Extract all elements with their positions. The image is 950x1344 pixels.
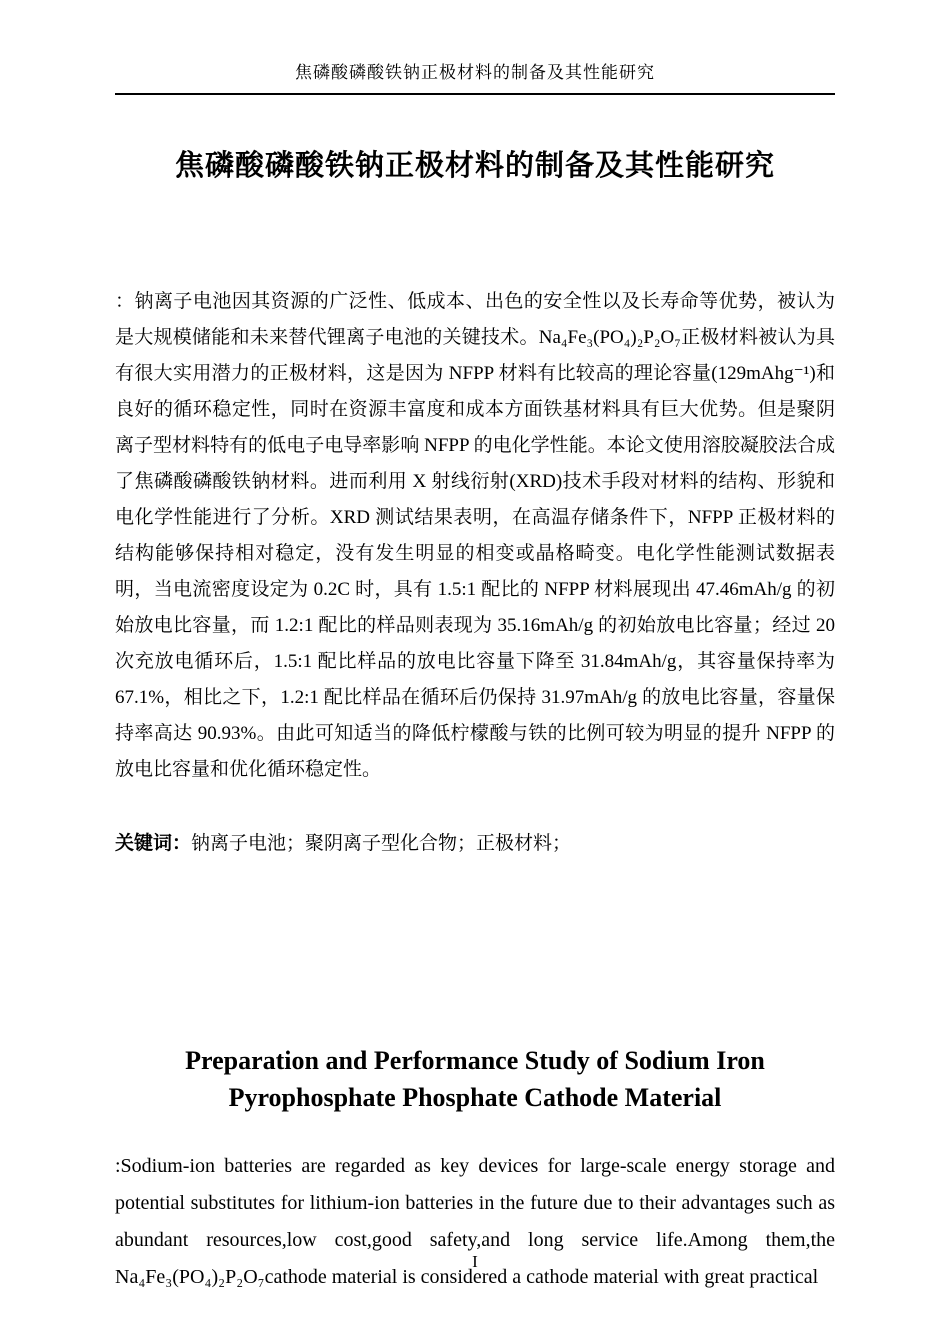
keywords-label: 关键词：	[115, 833, 192, 854]
page-number: I	[472, 1252, 478, 1271]
running-header	[115, 58, 835, 95]
english-title-line1: Preparation and Performance Study of Sodium Iron	[185, 1046, 765, 1075]
english-abstract: :Sodium-ion batteries are regarded as key devices for large-scale energy storage and potential substitutes for lithium-ion batteries in the future due to their advantages such as abundant resources,low cost,good safety,and long service life.Among them,the Na₄Fe₃(PO₄)₂P₂O₇cathode material is considered a cathode material with great practical	[115, 1155, 835, 1288]
keywords-text: 钠离子电池；聚阴离子型化合物；正极材料；	[191, 833, 572, 854]
running-header-text: 焦磷酸磷酸铁钠正极材料的制备及其性能研究	[295, 63, 655, 82]
chinese-abstract: ：钠离子电池因其资源的广泛性、低成本、出色的安全性以及长寿命等优势，被认为是大规模储能和未来替代锂离子电池的关键技术。Na₄Fe₃(PO₄)₂P₂O₇正极材料被认为具有很大实用潜力的正极材料，这是因为 NFPP 材料有比较高的理论容量(129mAhg⁻¹)和良好的循环稳定性，同时在资源丰富度和成本方面铁基材料具有巨大优势。但是聚阴离子型材料特有的低电子电导率影响 NFPP 的电化学性能。本论文使用溶胶凝胶法合成了焦磷酸磷酸铁钠材料。进而利用 X 射线衍射(XRD)技术手段对材料的结构、形貌和电化学性能进行了分析。XRD 测试结果表明，在高温存储条件下，NFPP 正极材料的结构能够保持相对稳定，没有发生明显的相变或晶格畸变。电化学性能测试数据表明，当电流密度设定为 0.2C 时，具有 1.5:1 配比的 NFPP 材料展现出 47.46mAh/g 的初始放电比容量，而 1.2:1 配比的样品则表现为 35.16mAh/g 的初始放电比容量；经过 20 次充放电循环后，1.5:1 配比样品的放电比容量下降至 31.84mAh/g，其容量保持率为 67.1%，相比之下，1.2:1 配比样品在循环后仍保持 31.97mAh/g 的放电比容量，容量保持率高达 90.93%。由此可知适当的降低柠檬酸与铁的比例可较为明显的提升 NFPP 的放电比容量和优化循环稳定性。	[115, 291, 835, 780]
english-title	[115, 1042, 835, 1116]
english-title-line2: Pyrophosphate Phosphate Cathode Material	[228, 1083, 722, 1112]
keywords-line	[115, 826, 835, 862]
chinese-title: 焦磷酸磷酸铁钠正极材料的制备及其性能研究	[174, 150, 775, 182]
